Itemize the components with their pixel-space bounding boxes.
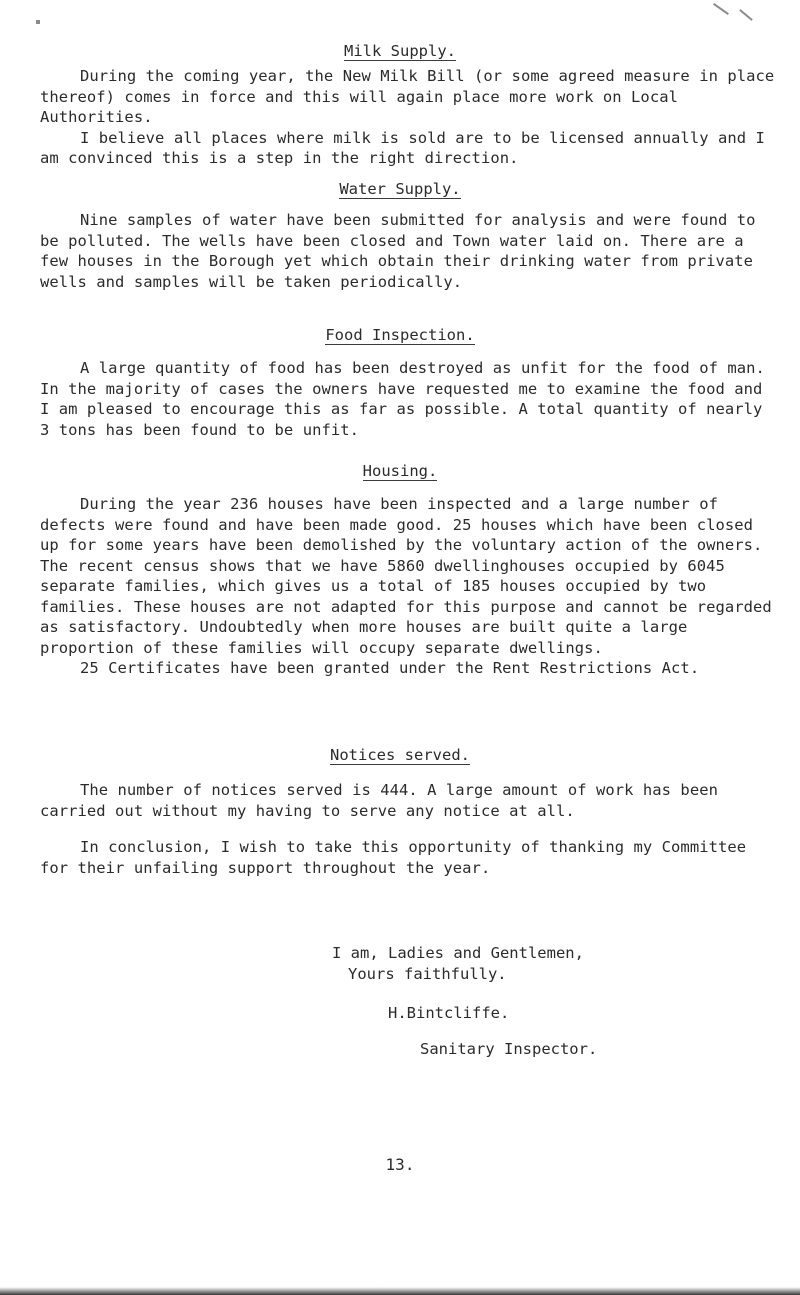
sign-off: Yours faithfully.: [348, 965, 507, 983]
paragraph: In conclusion, I wish to take this opportunity of thanking my Committee for their unfailing support throughout the year.: [40, 838, 756, 877]
salutation: I am, Ladies and Gentlemen,: [332, 944, 584, 962]
paragraph: During the coming year, the New Milk Bill (or some agreed measure in place thereof) comes in force and this will again place more work on Local Authorities.: [40, 67, 784, 126]
scan-edge: [0, 1287, 800, 1295]
section-food-inspection: [40, 358, 780, 440]
signatory-name: H.Bintcliffe.: [388, 1004, 510, 1022]
paragraph: A large quantity of food has been destroyed as unfit for the food of man. In the majority of cases the owners have requested me to examine the food and I am pleased to encourage this as far as possible. A total quantity of nearly 3 tons has been found to be unfit.: [40, 359, 775, 439]
heading-housing: Housing.: [362, 462, 438, 480]
signatory-title: Sanitary Inspector.: [420, 1040, 598, 1058]
scan-mark: [713, 3, 729, 15]
scan-mark: [36, 20, 40, 24]
section-housing: [40, 494, 780, 679]
paragraph: The number of notices served is 444. A large amount of work has been carried out without my having to serve any notice at all.: [40, 781, 728, 820]
heading-food-inspection: Food Inspection.: [325, 326, 475, 344]
page-number: 13.: [385, 1155, 415, 1174]
heading-milk-supply: Milk Supply.: [344, 42, 456, 60]
paragraph: Nine samples of water have been submitted for analysis and were found to be polluted. The wells have been closed and Town water laid on. There are a few houses in the Borough yet which obtain their drinking water from private wells and samples will be taken periodically.: [40, 211, 765, 291]
section-milk-supply: [40, 66, 784, 169]
section-notices-served: [40, 780, 780, 878]
paragraph: I believe all places where milk is sold are to be licensed annually and I am convinced this is a step in the right direction.: [40, 128, 775, 167]
paragraph: During the year 236 houses have been inspected and a large number of defects were found and have been made good. 25 houses which have been closed up for some years have been demolished by the voluntary action of the owners. The recent census shows that we have 5860 dwellinghouses occupied by 6045 separate families, which gives us a total of 185 houses occupied by two families. These houses are not adapted for this purpose and cannot be regarded as satisfactory. Undoubtedly when more houses are built quite a large proportion of these families will occupy separate dwellings.: [40, 495, 782, 657]
section-water-supply: [40, 210, 780, 292]
scan-mark: [739, 9, 753, 21]
heading-water-supply: Water Supply.: [339, 180, 461, 198]
paragraph: 25 Certificates have been granted under the Rent Restrictions Act.: [80, 659, 700, 677]
heading-notices-served: Notices served.: [330, 746, 470, 764]
